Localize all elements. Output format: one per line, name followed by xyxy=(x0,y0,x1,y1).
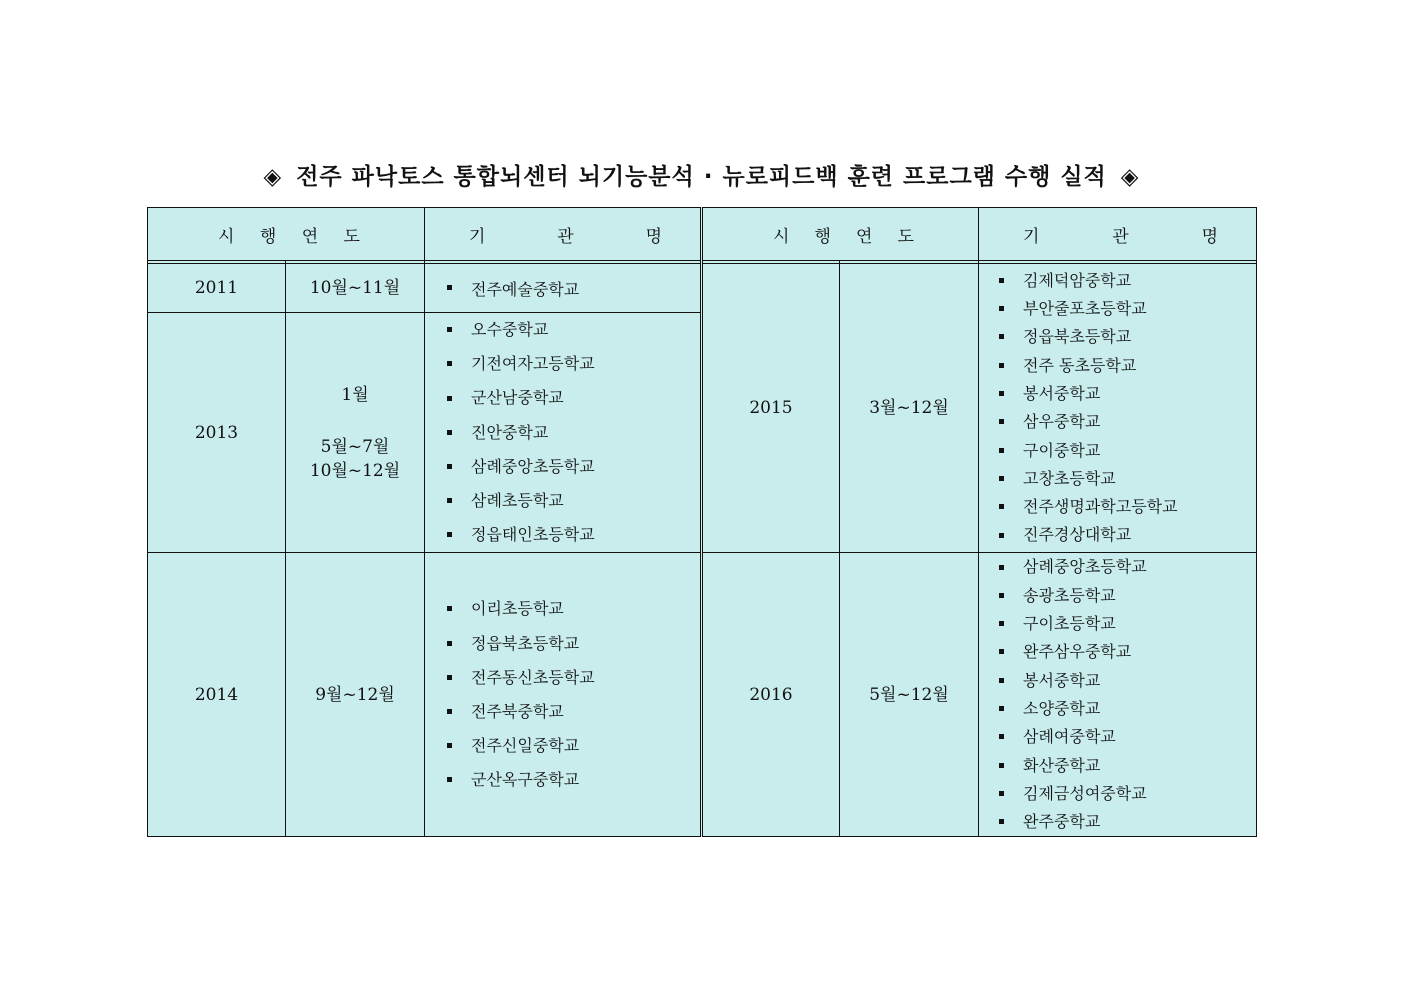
institution-item: 고창초등학교 xyxy=(999,465,1256,493)
months-cell: 3월~12월 xyxy=(840,264,979,553)
institution-item: 봉서중학교 xyxy=(999,380,1256,408)
institution-item: 부안줄포초등학교 xyxy=(999,295,1256,323)
title-text: 전주 파낙토스 통합뇌센터 뇌기능분석 · 뉴로피드백 훈련 프로그램 수행 실적 xyxy=(296,164,1107,190)
diamond-mark-left: ◈ xyxy=(263,164,283,190)
institution-item: 전주동신초등학교 xyxy=(447,661,700,695)
diamond-mark-right: ◈ xyxy=(1120,164,1140,190)
institution-item: 전주예술중학교 xyxy=(447,277,700,300)
institution-item: 봉서중학교 xyxy=(999,667,1256,695)
institution-item: 화산중학교 xyxy=(999,752,1256,780)
year-cell: 2011 xyxy=(148,264,286,313)
institution-item: 삼우중학교 xyxy=(999,408,1256,436)
institution-item: 구이초등학교 xyxy=(999,610,1256,638)
institution-item: 김제금성여중학교 xyxy=(999,780,1256,808)
institution-item: 군산남중학교 xyxy=(447,381,700,415)
header-year-right: 시 행 연 도 xyxy=(702,208,979,261)
institution-item: 전주생명과학고등학교 xyxy=(999,493,1256,521)
institutions-cell xyxy=(979,553,1257,837)
institution-item: 김제덕암중학교 xyxy=(999,267,1256,295)
institution-item: 군산옥구중학교 xyxy=(447,763,700,797)
institution-item: 삼례초등학교 xyxy=(447,484,700,518)
institution-item: 삼례중앙초등학교 xyxy=(447,450,700,484)
months-line: 5월~7월 xyxy=(320,436,390,457)
document-title xyxy=(0,158,1403,191)
year-cell: 2013 xyxy=(148,313,286,553)
months-line xyxy=(286,407,424,435)
institution-item: 전주신일중학교 xyxy=(447,729,700,763)
institution-item: 진안중학교 xyxy=(447,416,700,450)
institution-item: 이리초등학교 xyxy=(447,592,700,626)
months-cell: 5월~12월 xyxy=(840,553,979,837)
institutions-cell xyxy=(425,553,702,837)
institution-item: 완주삼우중학교 xyxy=(999,638,1256,666)
institution-item: 완주중학교 xyxy=(999,808,1256,836)
header-institution-right: 기 관 명 xyxy=(979,208,1257,261)
program-record-table xyxy=(147,207,1257,837)
institution-item: 기전여자고등학교 xyxy=(447,347,700,381)
year-cell: 2014 xyxy=(148,553,286,837)
institution-item: 정읍북초등학교 xyxy=(447,627,700,661)
year-cell: 2016 xyxy=(702,553,840,837)
institution-item: 전주북중학교 xyxy=(447,695,700,729)
table-row xyxy=(148,553,1257,837)
institution-item: 삼례중앙초등학교 xyxy=(999,553,1256,581)
institutions-cell xyxy=(425,313,702,553)
institutions-cell xyxy=(425,264,702,313)
table-header-row xyxy=(148,208,1257,261)
institution-item: 전주 동초등학교 xyxy=(999,352,1256,380)
institution-item: 오수중학교 xyxy=(447,313,700,347)
months-line: 10월~12월 xyxy=(309,460,401,481)
institutions-cell xyxy=(979,264,1257,553)
institution-item: 소양중학교 xyxy=(999,695,1256,723)
institution-item: 송광초등학교 xyxy=(999,582,1256,610)
months-line: 1월 xyxy=(341,384,369,405)
table-row xyxy=(148,264,1257,313)
months-cell: 9월~12월 xyxy=(286,553,425,837)
institution-item: 정읍북초등학교 xyxy=(999,323,1256,351)
institution-item: 진주경상대학교 xyxy=(999,521,1256,549)
months-cell: 10월~11월 xyxy=(286,264,425,313)
year-cell: 2015 xyxy=(702,264,840,553)
header-year-left: 시 행 연 도 xyxy=(148,208,425,261)
institution-item: 구이중학교 xyxy=(999,437,1256,465)
months-cell xyxy=(286,313,425,553)
institution-item: 정읍태인초등학교 xyxy=(447,518,700,552)
institution-item: 삼례여중학교 xyxy=(999,723,1256,751)
header-institution-left: 기 관 명 xyxy=(425,208,702,261)
